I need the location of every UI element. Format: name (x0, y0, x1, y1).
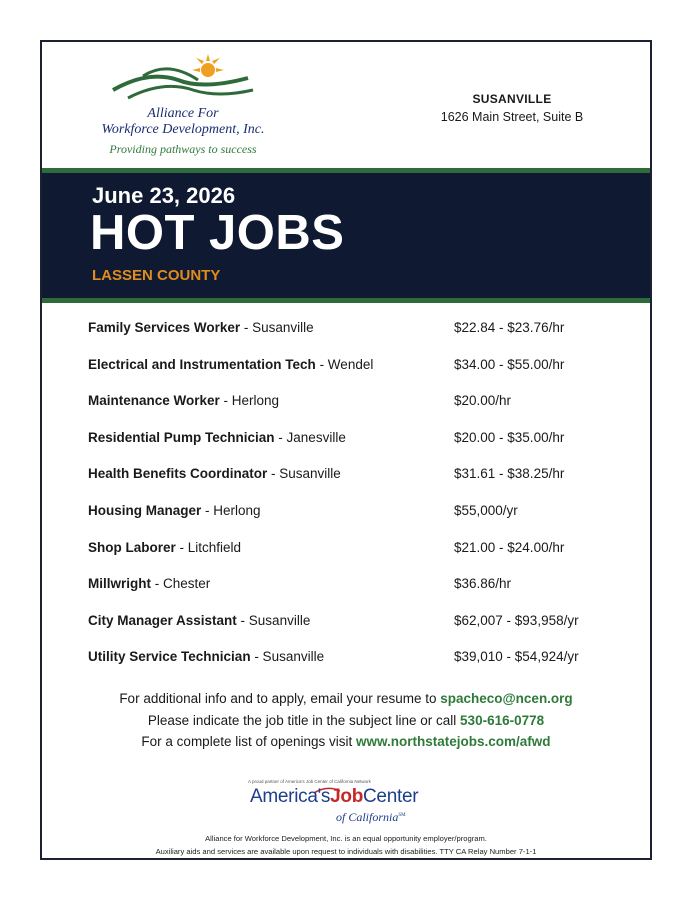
job-location: - Susanville (267, 466, 341, 482)
job-name: City Manager Assistant (88, 612, 237, 628)
phone-number[interactable]: 530-616-0778 (460, 712, 545, 728)
banner-county: LASSEN COUNTY (92, 267, 221, 284)
job-row (88, 503, 618, 540)
job-row (88, 576, 618, 613)
office-name: SUSANVILLE (472, 92, 552, 106)
job-row (88, 649, 618, 686)
job-location: - Susanville (236, 612, 311, 628)
job-pay: $20.00 - $35.00/hr (454, 429, 565, 445)
footer-disclaimer (42, 832, 650, 858)
job-title (88, 430, 346, 445)
job-location: - Herlong (219, 393, 280, 409)
footer-line2: Auxiliary aids and services are available upon request to individuals with disabilities. TTY CA Relay Number 7-1-1 (155, 847, 537, 856)
job-row (88, 320, 618, 357)
banner-title: HOT JOBS (90, 206, 345, 260)
job-name: Health Benefits Coordinator (88, 466, 268, 482)
contact-info (42, 688, 650, 753)
job-title (88, 393, 279, 408)
ajcc-logo (242, 777, 442, 827)
job-name: Housing Manager (88, 502, 202, 518)
job-row (88, 466, 618, 503)
job-title (88, 357, 373, 372)
job-name: Residential Pump Technician (88, 429, 275, 445)
office-address: 1626 Main Street, Suite B (440, 110, 584, 124)
job-title (88, 613, 310, 628)
contact-line-email: For additional info and to apply, email your resume to spacheco@ncen.org (119, 691, 573, 706)
org-tagline: Providing pathways to success (109, 142, 257, 156)
job-row (88, 357, 618, 394)
job-pay: $22.84 - $23.76/hr (454, 320, 565, 335)
org-logo (88, 50, 278, 170)
job-title (88, 576, 210, 591)
job-row (88, 393, 618, 430)
office-info (422, 92, 602, 124)
job-location: - Chester (151, 576, 211, 592)
job-location: - Litchfield (175, 539, 242, 555)
org-name-line1: Alliance For (147, 106, 219, 121)
website-link[interactable]: www.northstatejobs.com/afwd (356, 734, 551, 749)
job-title (88, 503, 261, 518)
job-name: Maintenance Worker (88, 393, 220, 409)
org-name-line2: Workforce Development, Inc. (101, 122, 265, 137)
job-location: - Susanville (250, 649, 325, 665)
job-location: - Herlong (201, 502, 261, 518)
flyer-page (40, 40, 652, 860)
ajcc-partner-note: A proud partner of America's Job Center of California Network (248, 779, 371, 784)
job-pay: $21.00 - $24.00/hr (454, 539, 565, 555)
contact-line-website: For a complete list of openings visit www.northstatejobs.com/afwd (141, 734, 551, 749)
job-pay: $62,007 - $93,958/yr (454, 612, 579, 628)
email-link[interactable]: spacheco@ncen.org (440, 691, 573, 706)
job-title (88, 649, 324, 664)
job-name: Millwright (88, 576, 151, 592)
ajcc-of-california: of California℠ (336, 810, 406, 824)
job-name: Electrical and Instrumentation Tech (88, 356, 316, 372)
job-name: Utility Service Technician (88, 649, 251, 665)
job-pay: $31.61 - $38.25/hr (454, 466, 565, 482)
job-name: Family Services Worker (88, 320, 241, 335)
job-name: Shop Laborer (88, 539, 176, 555)
job-pay: $34.00 - $55.00/hr (454, 356, 565, 372)
contact-line-phone: Please indicate the job title in the subject line or call 530-616-0778 (147, 712, 545, 728)
job-pay: $39,010 - $54,924/yr (454, 649, 579, 665)
job-row (88, 613, 618, 650)
job-pay: $20.00/hr (454, 393, 512, 409)
banner-date: June 23, 2026 (92, 183, 236, 208)
ajcc-wordmark: America'sJobCenter (250, 786, 419, 807)
green-divider-bottom (42, 298, 650, 303)
job-row (88, 540, 618, 577)
job-title (88, 540, 241, 555)
job-title (88, 320, 314, 335)
job-row (88, 430, 618, 467)
job-pay: $36.86/hr (454, 576, 512, 592)
job-list (88, 320, 618, 686)
sun-and-hills-logo-icon (108, 50, 258, 106)
job-title (88, 466, 341, 481)
job-location: - Janesville (274, 429, 346, 445)
job-location: - Susanville (240, 320, 314, 335)
footer-line1: Alliance for Workforce Development, Inc. is an equal opportunity employer/program. (205, 834, 487, 843)
job-location: - Wendel (315, 356, 374, 372)
hot-jobs-banner (42, 173, 650, 298)
job-pay: $55,000/yr (454, 502, 518, 518)
